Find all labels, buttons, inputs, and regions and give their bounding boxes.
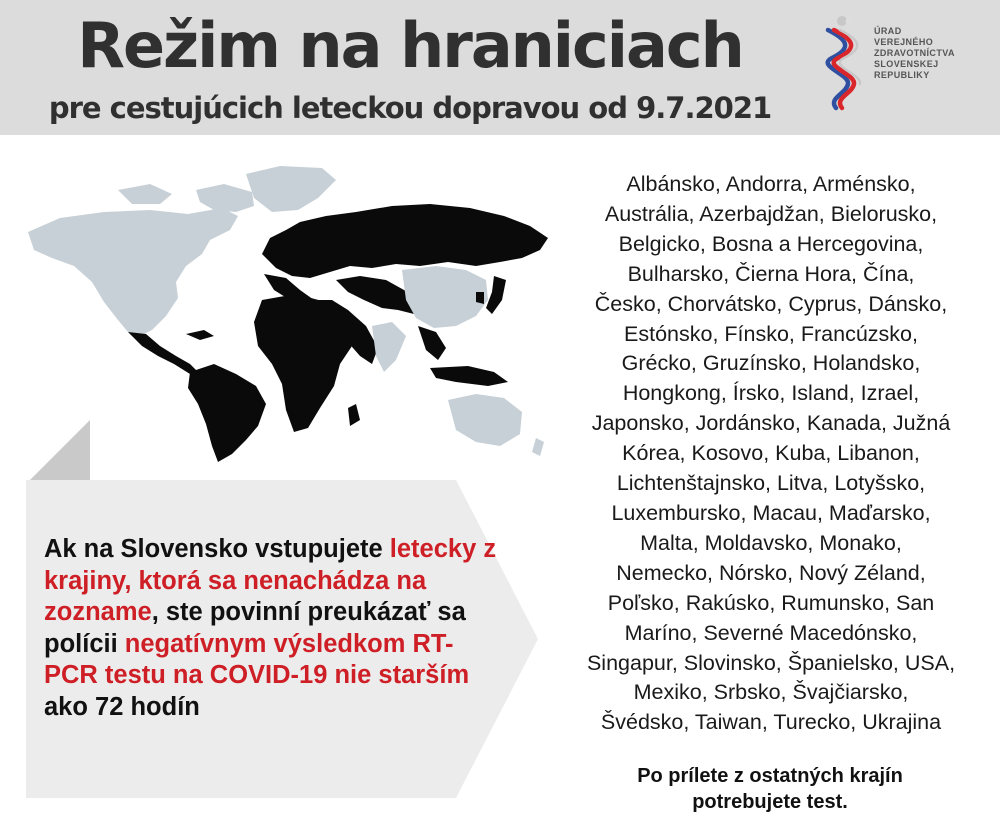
country-line: Malta, Moldavsko, Monako, xyxy=(640,530,902,555)
callout-text-part: , ste povinní preukázať sa polícii xyxy=(44,598,466,658)
country-line: Švédsko, Taiwan, Turecko, Ukrajina xyxy=(600,710,942,735)
header-banner xyxy=(0,0,1000,135)
country-line: Singapur, Slovinsko, Španielsko, USA, xyxy=(586,650,956,675)
page-title: Režim na hraniciach xyxy=(77,9,743,82)
footnote-line: potrebujete test. xyxy=(692,791,848,813)
country-line: Japonsko, Jordánsko, Kanada, Južná xyxy=(591,411,951,436)
country-line: Mexiko, Srbsko, Švajčiarsko, xyxy=(633,680,909,705)
slovak-ribbon-logo-icon xyxy=(818,14,866,112)
logo-text-line: VEREJNÉHO xyxy=(874,37,934,47)
country-line: Austrália, Azerbajdžan, Bielorusko, xyxy=(604,201,938,226)
logo-text xyxy=(874,26,998,81)
country-line: Lichtenštajnsko, Litva, Lotyšsko, xyxy=(616,471,926,496)
uvz-logo xyxy=(818,14,998,114)
country-list xyxy=(555,170,987,738)
country-line: Belgicko, Bosna a Hercegovina, xyxy=(618,231,924,256)
country-line: Poľsko, Rakúsko, Rumunsko, San xyxy=(607,590,935,615)
country-line: Albánsko, Andorra, Arménsko, xyxy=(626,172,916,196)
footnote-line: Po prílete z ostatných krajín xyxy=(637,765,903,787)
page-subtitle: pre cestujúcich leteckou dopravou od 9.7.2021 xyxy=(48,91,772,125)
country-line: Estónsko, Fínsko, Francúzsko, xyxy=(624,321,918,346)
callout-text xyxy=(44,534,504,723)
country-line: Česko, Chorvátsko, Cyprus, Dánsko, xyxy=(594,291,948,316)
logo-text-line: REPUBLIKY xyxy=(874,70,930,80)
callout-highlight: negatívnym výsledkom RT-PCR testu na COVID-19 nie starším xyxy=(44,629,470,689)
country-line: Grécko, Gruzínsko, Holandsko, xyxy=(621,351,921,376)
logo-text-line: SLOVENSKEJ xyxy=(874,59,939,69)
world-map-icon xyxy=(0,150,560,465)
logo-text-line: ZDRAVOTNÍCTVA xyxy=(874,48,955,58)
country-line: Kórea, Kosovo, Kuba, Libanon, xyxy=(622,441,920,466)
callout-highlight: letecky z krajiny, ktorá sa nenachádza na zozname xyxy=(44,535,497,626)
country-line: Hongkong, Írsko, Island, Izrael, xyxy=(622,381,920,406)
logo-text-line: ÚRAD xyxy=(874,26,902,36)
country-line: Nemecko, Nórsko, Nový Zéland, xyxy=(616,560,926,585)
footnote xyxy=(560,763,980,815)
country-line: Maríno, Severné Macedónsko, xyxy=(624,620,918,645)
callout-text-part: Ak na Slovensko vstupujete xyxy=(44,535,390,563)
country-line: Luxembursko, Macau, Maďarsko, xyxy=(611,500,931,525)
callout-text-part: ako 72 hodín xyxy=(44,692,200,721)
corner-fold-decoration xyxy=(30,420,90,480)
country-line: Bulharsko, Čierna Hora, Čína, xyxy=(627,261,915,286)
